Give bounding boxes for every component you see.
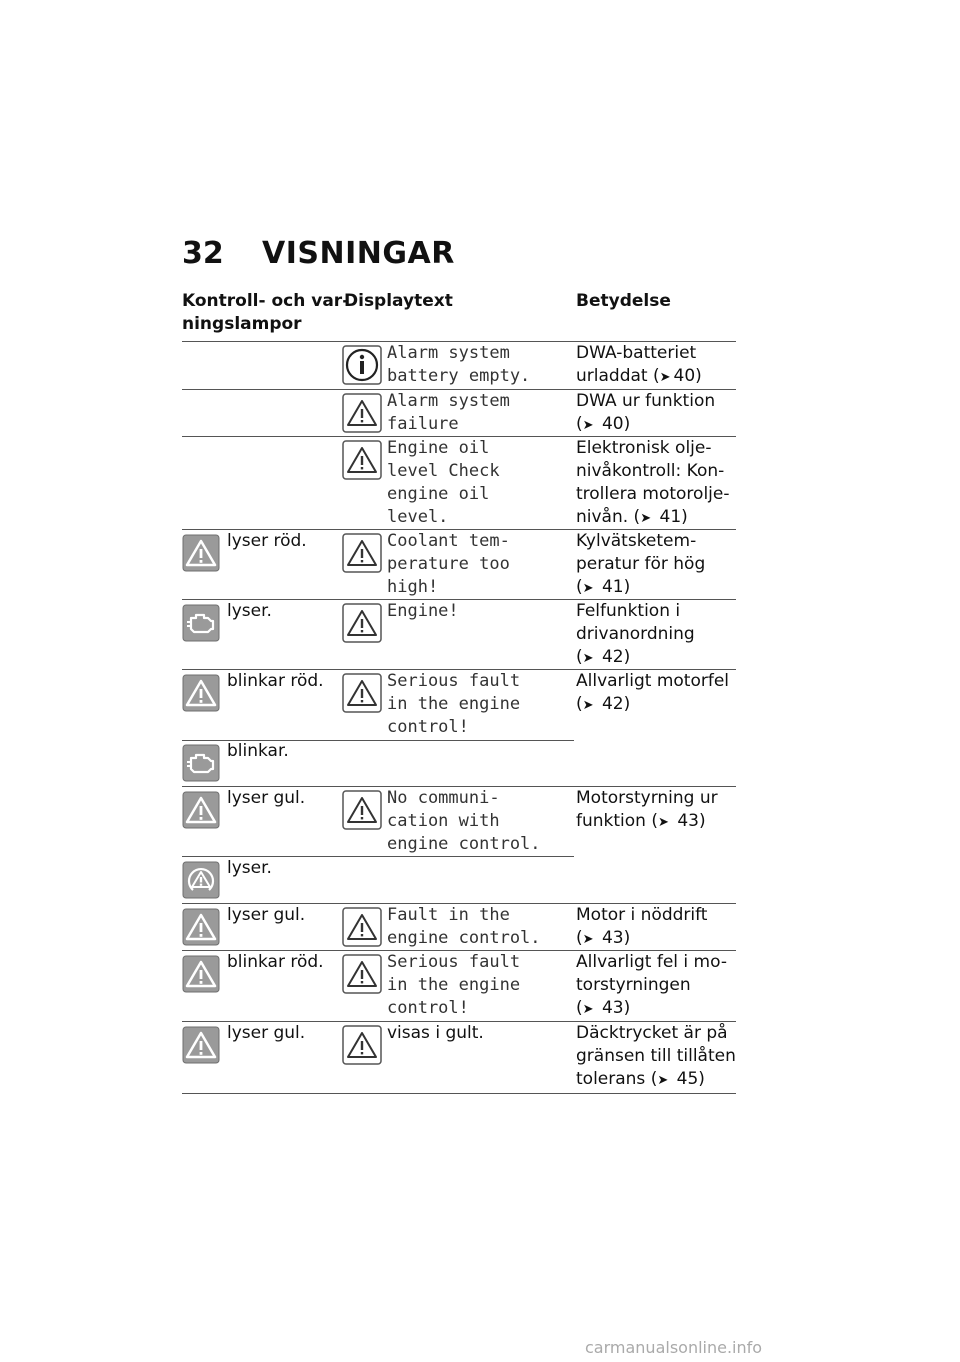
lamp-state: lyser gul. (227, 1023, 306, 1043)
display-text: No communi- cation with engine control. (387, 788, 541, 854)
engine-lamp-icon (182, 604, 220, 642)
warning-lamp-icon (182, 534, 220, 572)
meaning-text: Allvarligt fel i mo- torstyrningen (➤ 43) (576, 951, 727, 1021)
warning-icon (342, 1025, 382, 1065)
table-divider (182, 1093, 736, 1094)
display-text: Alarm system failure (387, 391, 510, 434)
meaning-text: Allvarligt motorfel (➤ 42) (576, 670, 729, 717)
lamp-state: blinkar röd. (227, 671, 324, 691)
lamp-state: blinkar. (227, 741, 289, 761)
arrow-icon: ➤ (657, 1073, 669, 1088)
arrow-icon: ➤ (582, 1002, 594, 1017)
engine-lamp-icon (182, 744, 220, 782)
warning-icon (342, 673, 382, 713)
column-header-lamps: Kontroll- och var- ningslampor (182, 291, 350, 334)
warning-icon (342, 954, 382, 994)
display-text: Engine oil level Check engine oil level. (387, 438, 500, 527)
warning-icon (342, 393, 382, 433)
meaning-text: Motor i nöddrift (➤ 43) (576, 904, 707, 951)
info-icon (342, 345, 382, 385)
meaning-text: Motorstyrning ur funktion (➤ 43) (576, 787, 718, 834)
display-text: Serious fault in the engine control! (387, 952, 521, 1018)
display-text: Coolant tem- perature too high! (387, 531, 510, 597)
warning-icon (342, 603, 382, 643)
meaning-text: Elektronisk olje- nivåkontroll: Kon- trollera motorolje- nivån. (➤ 41) (576, 437, 729, 530)
warning-lamp-icon (182, 1026, 220, 1064)
warning-lamp-icon (182, 791, 220, 829)
warning-lamp-icon (182, 674, 220, 712)
page-title: VISNINGAR (262, 236, 455, 271)
watermark: carmanualsonline.info (585, 1338, 763, 1357)
meaning-text: DWA ur funktion (➤ 40) (576, 390, 715, 437)
arrow-icon: ➤ (582, 581, 594, 596)
lamp-state: lyser. (227, 601, 272, 621)
column-header-display: Displaytext (344, 291, 453, 311)
display-text: Fault in the engine control. (387, 905, 541, 948)
page-number: 32 (182, 236, 224, 271)
display-text: Alarm system battery empty. (387, 343, 531, 386)
column-header-meaning: Betydelse (576, 291, 671, 311)
arrow-icon: ➤ (582, 698, 594, 713)
display-text: visas i gult. (387, 1023, 484, 1043)
warning-icon (342, 440, 382, 480)
arrow-icon: ➤ (582, 932, 594, 947)
arrow-icon: ➤ (658, 815, 669, 830)
meaning-text: Felfunktion i drivanordning (➤ 42) (576, 600, 695, 670)
warning-lamp-icon (182, 908, 220, 946)
arrow-icon: ➤ (582, 651, 594, 666)
lamp-state: lyser gul. (227, 788, 306, 808)
warning-icon (342, 790, 382, 830)
warning-lamp-icon (182, 955, 220, 993)
meaning-text: DWA-batteriet urladdat (➤ 40) (576, 342, 702, 389)
arrow-icon: ➤ (582, 418, 594, 433)
meaning-text: Kylvätsketem- peratur för hög (➤ 41) (576, 530, 705, 600)
meaning-text: Däcktrycket är på gränsen till tillåten tolerans (➤ 45) (576, 1022, 736, 1092)
warning-icon (342, 907, 382, 947)
lamp-state: lyser röd. (227, 531, 307, 551)
tire-pressure-lamp-icon (182, 861, 220, 899)
display-text: Serious fault in the engine control! (387, 671, 521, 737)
arrow-icon: ➤ (640, 511, 652, 526)
arrow-icon: ➤ (659, 370, 671, 385)
lamp-state: blinkar röd. (227, 952, 324, 972)
display-text: Engine! (387, 601, 459, 621)
lamp-state: lyser gul. (227, 905, 306, 925)
warning-icon (342, 533, 382, 573)
lamp-state: lyser. (227, 858, 272, 878)
